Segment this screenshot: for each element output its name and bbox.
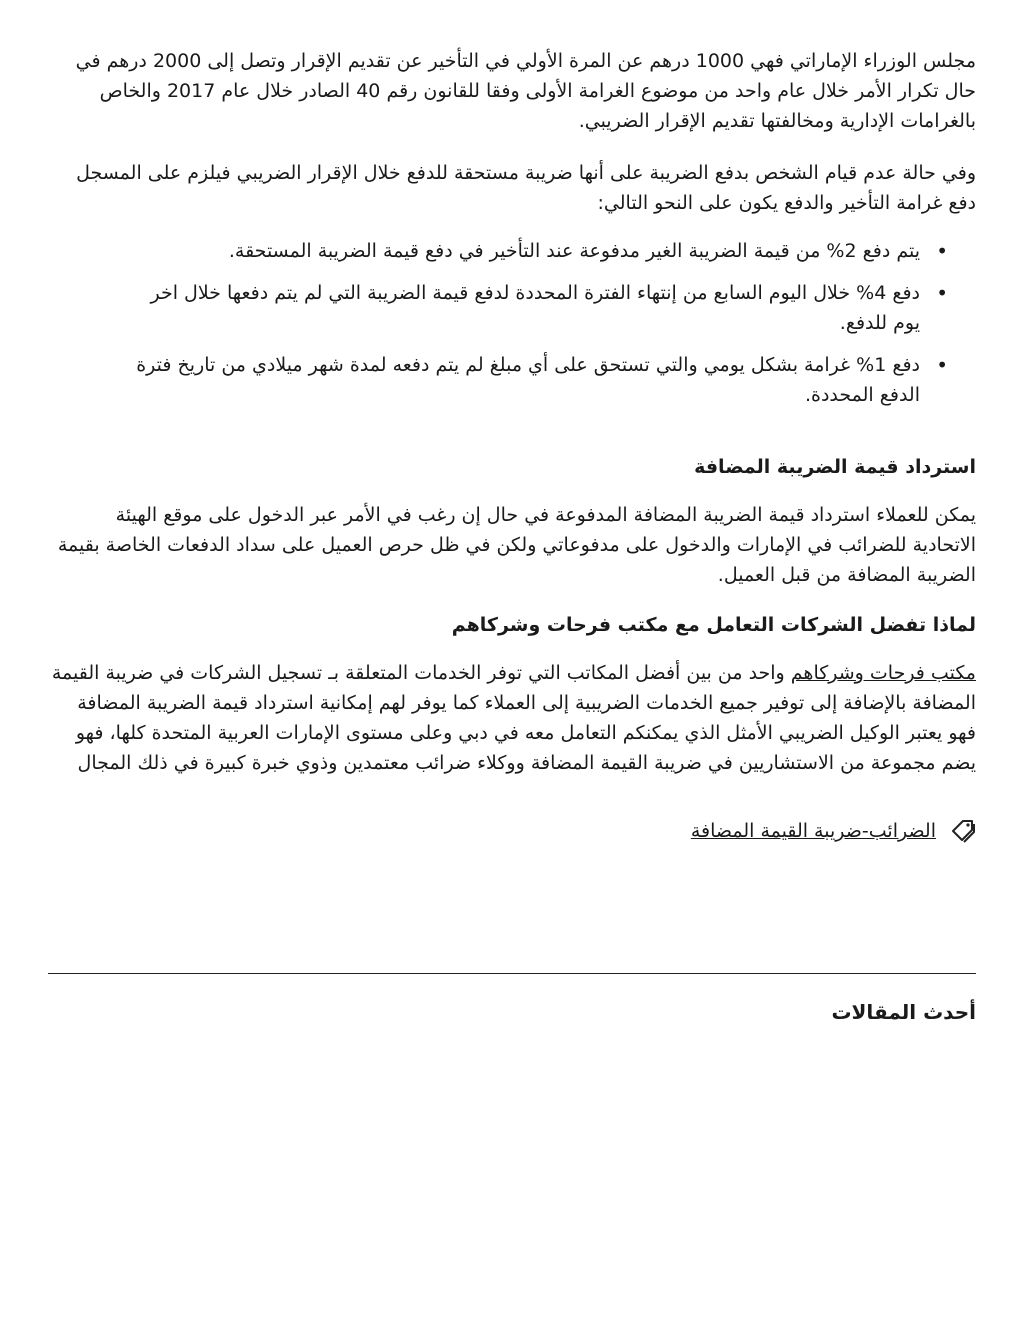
list-item: • يتم دفع 2% من قيمة الضريبة الغير مدفوعة عند التأخير في دفع قيمة الضريبة المستحقة. [120,236,920,266]
paragraph-late-payment-intro: وفي حالة عدم قيام الشخص بدفع الضريبة على أنها ضريبة مستحقة للدفع خلال الإقرار الضريبي فيلزم على المسجل دفع غرامة التأخير والدفع يكون على النحو التالي: [76,162,976,214]
list-item: • دفع 4% خلال اليوم السابع من إنتهاء الفترة المحددة لدفع قيمة الضريبة التي لم يتم دفعها خلال اخر يوم للدفع. [120,278,920,338]
tags-row [48,816,976,846]
section-divider [48,973,976,974]
why-heading: لماذا تفضل الشركات التعامل مع مكتب فرحات وشركاهم [451,614,976,636]
why-paragraph-text: واحد من بين أفضل المكاتب التي توفر الخدمات المتعلقة بـ تسجيل الشركات في ضريبة القيمة المضافة بالإضافة إلى توفير جميع الخدمات الضريبية إلى العملاء كما يوفر لهم إمكانية استرداد قيمة الضريبة المضافة فهو يعتبر الوكيل الضريبي الأمثل الذي يمكنكم التعامل معه في دبي وعلى مستوى الإمارات العربية المتحدة كلها، فهو يضم مجموعة من الاستشاريين في ضريبة القيمة المضافة ووكلاء ضرائب معتمدين وذوي خبرة كبيرة في ذلك المجال [51,662,976,774]
office-link[interactable]: مكتب فرحات وشركاهم [790,662,976,684]
tag-icon [950,818,976,844]
tag-link-vat[interactable]: الضرائب-ضريبة القيمة المضافة [690,820,936,842]
article-body [48,46,976,846]
refund-paragraph: يمكن للعملاء استرداد قيمة الضريبة المضافة المدفوعة في حال إن رغب في الأمر عبر الدخول على موقع الهيئة الاتحادية للضرائب في الإمارات والدخول على مدفوعاتي ولكن في ظل حرص العميل على سداد الدفعات الخاصة بقيمة الضريبة المضافة من قبل العميل. [57,504,976,586]
list-item: • دفع 1% غرامة بشكل يومي والتي تستحق على أي مبلغ لم يتم دفعه لمدة شهر ميلادي من تاريخ فترة الدفع المحددة. [120,350,920,410]
paragraph-late-filing-fine: مجلس الوزراء الإماراتي فهي 1000 درهم عن المرة الأولي في التأخير عن تقديم الإقرار وتصل إلى 2000 درهم في حال تكرار الأمر خلال عام واحد من موضوع الغرامة الأولى وفقا للقانون رقم 40 الصادر خلال عام 2017 والخاص بالغرامات الإدارية ومخالفتها تقديم الإقرار الضريبي. [75,50,976,132]
latest-articles-heading: أحدث المقالات [831,1000,976,1024]
fines-list [120,236,920,410]
refund-heading: استرداد قيمة الضريبة المضافة [694,456,976,478]
why-paragraph [48,658,976,778]
